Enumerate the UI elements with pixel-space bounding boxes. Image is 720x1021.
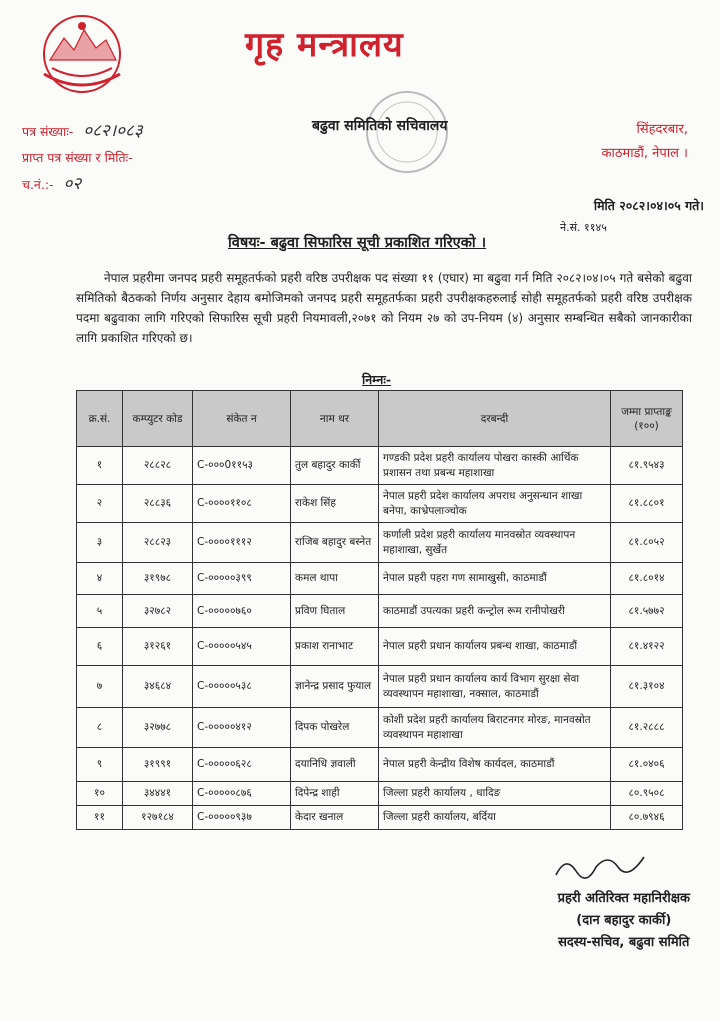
cell-total-score: ८१.४१२२ xyxy=(611,628,683,666)
table-row xyxy=(77,595,683,628)
table-row xyxy=(77,523,683,563)
table-row xyxy=(77,782,683,806)
cell-name: दिपेन्द्र शाही xyxy=(291,782,379,806)
cell-computer-code: ३१९९१ xyxy=(123,748,193,782)
cell-symbol-no: C-०००००६२८ xyxy=(193,748,291,782)
cell-computer-code: ३१२६१ xyxy=(123,628,193,666)
nepal-samvat-date: ने.सं. ११४५ xyxy=(560,221,607,234)
cell-posting: काठमाडौं उपत्यका प्रहरी कन्ट्रोल रूम रानीपोखरी xyxy=(379,595,611,628)
cell-serial: ७ xyxy=(77,666,123,708)
government-emblem-logo xyxy=(30,12,134,96)
cell-serial: १० xyxy=(77,782,123,806)
ministry-title: गृह मन्त्रालय xyxy=(245,25,404,65)
cell-computer-code: ३१९७८ xyxy=(123,563,193,595)
header-symbol-no: संकेत न xyxy=(193,391,291,447)
cell-name: प्रकाश रानाभाट xyxy=(291,628,379,666)
cell-serial: १ xyxy=(77,447,123,485)
cell-serial: ४ xyxy=(77,563,123,595)
cell-symbol-no: C-०००0११५३ xyxy=(193,447,291,485)
cell-serial: ३ xyxy=(77,523,123,563)
chalani-value: ०२ xyxy=(63,174,82,194)
cell-serial: ८ xyxy=(77,708,123,748)
cell-name: कमल थापा xyxy=(291,563,379,595)
address-line-2: काठमाडौं, नेपाल । xyxy=(601,146,688,161)
cell-symbol-no: C-००००१११२ xyxy=(193,523,291,563)
cell-posting: नेपाल प्रहरी प्रधान कार्यालय कार्य विभाग सुरक्षा सेवा व्यवस्थापन महाशाखा, नक्साल, काठमाडौं xyxy=(379,666,611,708)
cell-total-score: ८१.०४०६ xyxy=(611,748,683,782)
cell-name: दयानिधि ज्ञवाली xyxy=(291,748,379,782)
recommendation-table xyxy=(76,390,683,830)
table-row xyxy=(77,748,683,782)
letter-meta xyxy=(22,118,143,198)
cell-symbol-no: C-०००००९३७ xyxy=(193,806,291,830)
header-total-score: जम्मा प्राप्ताङ्क (१००) xyxy=(611,391,683,447)
cell-posting: नेपाल प्रहरी प्रधान कार्यालय प्रबन्ध शाखा, काठमाडौं xyxy=(379,628,611,666)
cell-posting: गण्डकी प्रदेश प्रहरी कार्यालय पोखरा कास्की आर्थिक प्रशासन तथा प्रबन्ध महाशाखा xyxy=(379,447,611,485)
cell-total-score: ८१.९५४३ xyxy=(611,447,683,485)
cell-total-score: ८१.८८०१ xyxy=(611,485,683,523)
cell-computer-code: २८८३६ xyxy=(123,485,193,523)
cell-name: ज्ञानेन्द्र प्रसाद फुयाल xyxy=(291,666,379,708)
table-row xyxy=(77,708,683,748)
secretariat-name: बढुवा समितिको सचिवालय xyxy=(312,118,448,134)
body-paragraph: नेपाल प्रहरीमा जनपद प्रहरी समूहतर्फको प्रहरी वरिष्ठ उपरीक्षक पद संख्या ११ (एघार) मा बढुवा गर्न मिति २०८२।०४।०५ गते बसेको बढुवा समितिको बैठकको निर्णय अनुसार देहाय बमोजिमको जनपद प्रहरी समूहतर्फका प्रहरी उपरीक्षकहरुलाई सोही समूहतर्फको प्रहरी वरिष्ठ उपरीक्षक पदमा बढुवाका लागि गरिएको सिफारिस सूची प्रहरी नियमावली,२०७१ को नियम २७ को उप-नियम (४) अनुसार सम्बन्धित सबैको जानकारीका लागि प्रकाशित गरिएको छ। xyxy=(76,271,692,345)
cell-name: प्रविण घिताल xyxy=(291,595,379,628)
cell-computer-code: ३४४४१ xyxy=(123,782,193,806)
cell-name: राजिब बहादुर बस्नेत xyxy=(291,523,379,563)
list-title: निम्नः- xyxy=(362,372,392,387)
handwritten-signature xyxy=(548,845,648,885)
cell-symbol-no: C-०००००५३८ xyxy=(193,666,291,708)
cell-posting: नेपाल प्रहरी पहरा गण सामाखुसी, काठमाडौं xyxy=(379,563,611,595)
subject-line: विषयः- बढुवा सिफारिस सूची प्रकाशित गरिएको । xyxy=(228,235,487,251)
cell-total-score: ८०.७९४६ xyxy=(611,806,683,830)
signatory-role: सदस्य-सचिव, बढुवा समिति xyxy=(558,935,690,950)
cell-name: दिपक पोखरेल xyxy=(291,708,379,748)
cell-posting: जिल्ला प्रहरी कार्यालय, बर्दिया xyxy=(379,806,611,830)
header-serial: क्र.सं. xyxy=(77,391,123,447)
cell-computer-code: ३४६८४ xyxy=(123,666,193,708)
cell-computer-code: १२७१८४ xyxy=(123,806,193,830)
cell-total-score: ८१.८०५२ xyxy=(611,523,683,563)
patra-sankhya-label: पत्र संख्याः- xyxy=(22,124,74,139)
cell-symbol-no: C-०००००४१२ xyxy=(193,708,291,748)
cell-total-score: ८१.३१०४ xyxy=(611,666,683,708)
table-row xyxy=(77,563,683,595)
cell-symbol-no: C-०००००३९९ xyxy=(193,563,291,595)
header-name: नाम थर xyxy=(291,391,379,447)
cell-total-score: ८१.८०१४ xyxy=(611,563,683,595)
cell-posting: नेपाल प्रहरी केन्द्रीय विशेष कार्यदल, काठमाडौं xyxy=(379,748,611,782)
cell-computer-code: २८८२३ xyxy=(123,523,193,563)
cell-symbol-no: C-०००००५४५ xyxy=(193,628,291,666)
table-header-row xyxy=(77,391,683,447)
cell-total-score: ८०.९५०८ xyxy=(611,782,683,806)
cell-name: केदार खनाल xyxy=(291,806,379,830)
cell-serial: २ xyxy=(77,485,123,523)
signatory-name: (दान बहादुर कार्की) xyxy=(576,913,672,928)
table-row xyxy=(77,806,683,830)
table-row xyxy=(77,485,683,523)
chalani-label: च.नं.:- xyxy=(22,177,54,192)
cell-posting: कर्णाली प्रदेश प्रहरी कार्यालय मानवस्रोत व्यवस्थापन महाशाखा, सुर्खेत xyxy=(379,523,611,563)
patra-sankhya-value: ०८२।०८३ xyxy=(83,121,143,141)
cell-posting: नेपाल प्रहरी प्रदेश कार्यालय अपराध अनुसन्धान शाखा बनेपा, काभ्रेपलाञ्चोक xyxy=(379,485,611,523)
header-computer-code: कम्प्युटर कोड xyxy=(123,391,193,447)
signature-block xyxy=(558,888,690,954)
cell-serial: ६ xyxy=(77,628,123,666)
table-row xyxy=(77,666,683,708)
table-row xyxy=(77,447,683,485)
letter-date: मिति २०८२।०४।०५ गते। xyxy=(593,198,704,213)
cell-symbol-no: C-०००००७६० xyxy=(193,595,291,628)
prapta-patra-label: प्राप्त पत्र संख्या र मितिः- xyxy=(22,150,133,165)
cell-total-score: ८१.२८८८ xyxy=(611,708,683,748)
cell-posting: कोशी प्रदेश प्रहरी कार्यालय बिराटनगर मोरङ, मानवस्रोत व्यवस्थापन महाशाखा xyxy=(379,708,611,748)
cell-computer-code: २८८२८ xyxy=(123,447,193,485)
cell-symbol-no: C-००००११०८ xyxy=(193,485,291,523)
cell-name: तुल बहादुर कार्की xyxy=(291,447,379,485)
cell-serial: ९ xyxy=(77,748,123,782)
cell-symbol-no: C-०००००८७६ xyxy=(193,782,291,806)
signatory-designation: प्रहरी अतिरिक्त महानिरीक्षक xyxy=(557,891,690,906)
office-address xyxy=(602,118,688,166)
cell-computer-code: ३२७८२ xyxy=(123,595,193,628)
cell-serial: ११ xyxy=(77,806,123,830)
cell-total-score: ८१.५७७२ xyxy=(611,595,683,628)
header-posting: दरबन्दी xyxy=(379,391,611,447)
cell-computer-code: ३२७७८ xyxy=(123,708,193,748)
cell-serial: ५ xyxy=(77,595,123,628)
cell-name: राकेश सिंह xyxy=(291,485,379,523)
address-line-1: सिंहदरबार, xyxy=(636,122,688,137)
cell-posting: जिल्ला प्रहरी कार्यालय , धादिङ xyxy=(379,782,611,806)
table-row xyxy=(77,628,683,666)
